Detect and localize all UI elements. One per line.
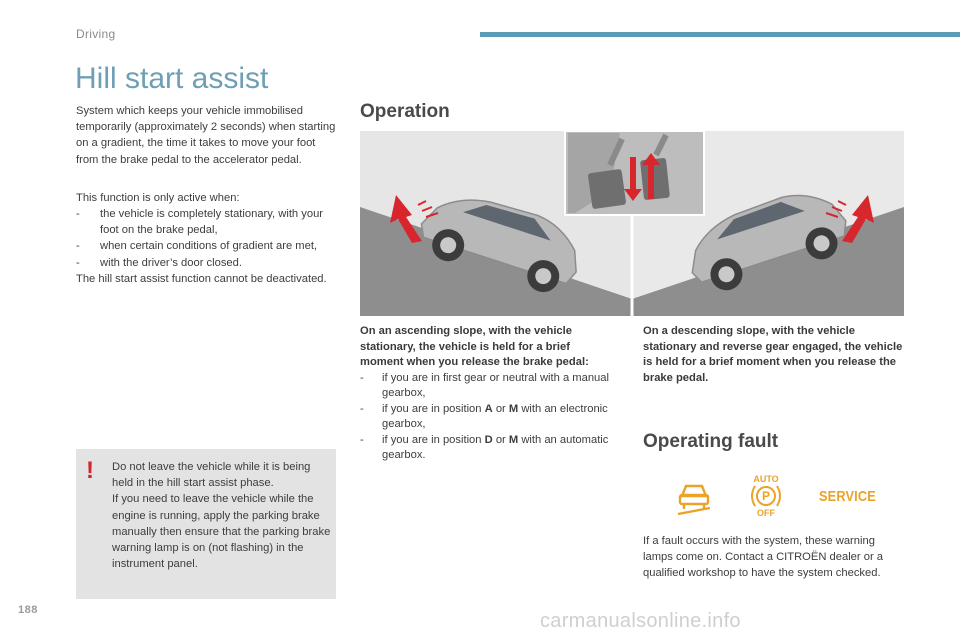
item-text: if you are in position: [382, 402, 485, 415]
gear-position: M: [508, 402, 519, 415]
warning-lamps: [676, 474, 876, 520]
operation-heading: Operation: [360, 101, 450, 122]
ascending-instructions: [360, 324, 610, 464]
off-label: OFF: [757, 508, 775, 518]
item-text: if you are in first gear or neutral with a manual gearbox,: [382, 371, 609, 399]
list-item: - the vehicle is completely stationary, with your foot on the brake pedal,: [76, 206, 338, 238]
warning-line: If you need to leave the vehicle while the engine is running, apply the parking brake manually then ensure that the parking brake warning lamp is on (not flashing) in the instrument panel.: [112, 493, 331, 571]
conditions-list: [76, 206, 338, 271]
section-label: Driving: [76, 27, 116, 41]
intro-description: System which keeps your vehicle immobilised temporarily (approximately 2 seconds) when starting on a gradient, the time it takes to move your foot from the brake pedal to the accelerator pedal.: [76, 105, 336, 166]
gear-position: M: [508, 433, 519, 446]
exclamation-warning-icon: !: [86, 457, 94, 484]
header-accent-bar: [480, 32, 960, 37]
list-item: [360, 402, 610, 433]
auto-label: AUTO: [753, 474, 779, 484]
parking-letter: P: [761, 489, 770, 503]
descending-lead: On a descending slope, with the vehicle stationary and reverse gear engaged, the vehicle is held for a brief moment when you release the brake pedal.: [643, 325, 903, 384]
page-number: 188: [18, 604, 38, 616]
item-text: if you are in position: [382, 433, 485, 446]
warning-text: [112, 459, 332, 572]
list-item: - with the driver’s door closed.: [76, 255, 338, 271]
warning-box: [76, 449, 336, 599]
item-text: with an automatic gearbox.: [382, 433, 609, 461]
fault-text: If a fault occurs with the system, these warning lamps come on. Contact a CITROËN dealer or a qualified workshop to have the system checked.: [643, 535, 884, 579]
pedal-inset: [565, 131, 704, 215]
conditions-intro: This function is only active when:: [76, 191, 240, 204]
descending-instructions: [643, 324, 905, 386]
intro-column: [76, 103, 338, 287]
hill-start-illustration: [360, 131, 904, 316]
list-item: [360, 433, 610, 464]
list-item: [360, 371, 610, 402]
warning-line: Do not leave the vehicle while it is being held in the hill start assist phase.: [112, 461, 311, 490]
fault-heading: Operating fault: [643, 431, 779, 452]
list-item: - when certain conditions of gradient are met,: [76, 238, 338, 254]
item-text: or: [492, 402, 509, 415]
gear-position: A: [484, 402, 493, 415]
item-text: or: [492, 433, 509, 446]
item-text: with an electronic gearbox,: [382, 402, 608, 430]
ascending-lead: On an ascending slope, with the vehicle stationary, the vehicle is held for a brief moment when you release the brake pedal:: [360, 325, 589, 368]
deactivation-note: The hill start assist function cannot be deactivated.: [76, 272, 327, 285]
hill-start-fault-icon: [676, 478, 712, 518]
page-title: Hill start assist: [75, 62, 269, 95]
ascending-list: [360, 371, 610, 464]
gear-position: D: [484, 433, 493, 446]
watermark: carmanualsonline.info: [540, 610, 741, 632]
service-icon: SERVICE: [819, 488, 876, 505]
